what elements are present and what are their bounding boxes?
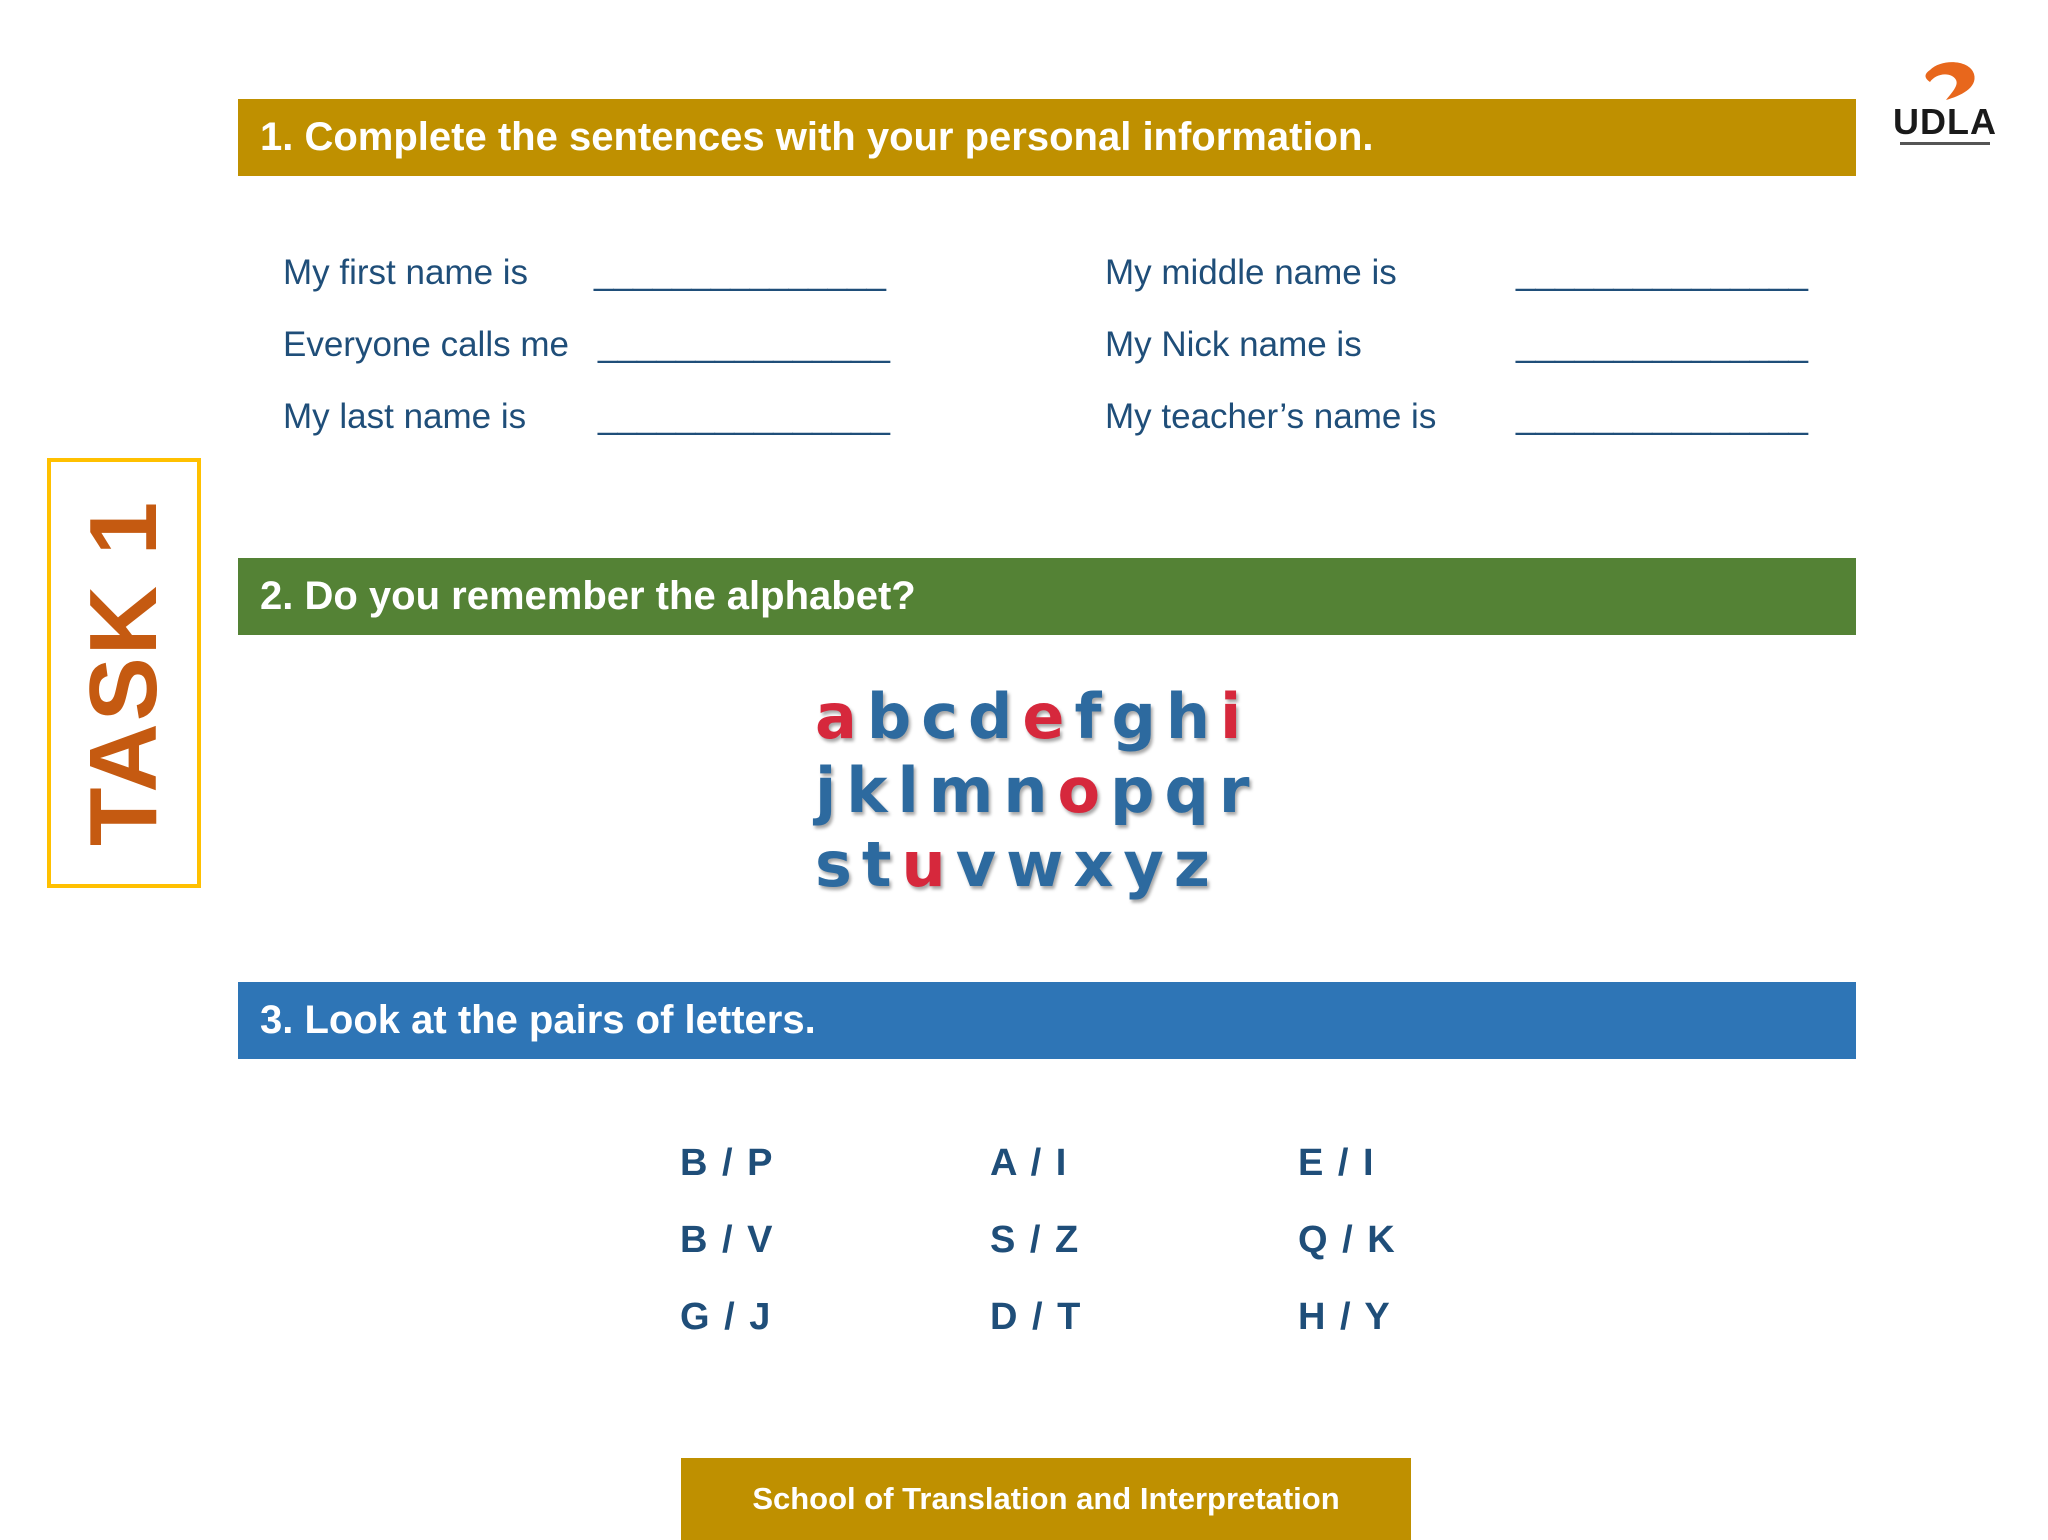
- udla-logo: [1890, 52, 2000, 162]
- section-1-title: 1. Complete the sentences with your personal information.: [260, 115, 1374, 159]
- logo-text: UDLA: [1893, 101, 1997, 142]
- letter-pair: B / V: [680, 1219, 775, 1261]
- last-name-prompt: My last name is: [283, 397, 527, 436]
- letter-q: q: [1164, 754, 1209, 827]
- alphabet-image: [815, 680, 1250, 902]
- section-2-title: 2. Do you remember the alphabet?: [260, 574, 916, 618]
- letter-u: u: [901, 828, 946, 901]
- alphabet-row-2: [815, 754, 1250, 828]
- letter-d: d: [968, 680, 1013, 753]
- letter-t: t: [861, 828, 892, 901]
- teacher-name-prompt: My teacher’s name is: [1105, 397, 1437, 436]
- letter-pair: Q / K: [1298, 1219, 1397, 1261]
- letter-z: z: [1173, 828, 1210, 901]
- letter-pair: B / P: [680, 1142, 775, 1184]
- middle-name-prompt: My middle name is: [1105, 253, 1397, 292]
- letter-v: v: [955, 828, 997, 901]
- footer-banner: [681, 1458, 1411, 1540]
- task-label-box: [47, 458, 201, 888]
- section-3-header: [238, 982, 1856, 1059]
- letter-m: m: [928, 754, 994, 827]
- letter-pair: S / Z: [990, 1219, 1081, 1261]
- letter-i: i: [1219, 680, 1242, 753]
- alphabet-row-3: [815, 828, 1235, 902]
- letter-pair: D / T: [990, 1296, 1083, 1338]
- letter-n: n: [1003, 754, 1048, 827]
- nick-name-blank: _______________: [1516, 325, 1808, 364]
- task-label: TASK 1: [70, 499, 177, 847]
- letter-pair: H / Y: [1298, 1296, 1392, 1338]
- first-name-prompt: My first name is: [283, 253, 529, 292]
- letter-h: h: [1165, 680, 1210, 753]
- letter-pair: E / I: [1298, 1142, 1376, 1184]
- letter-s: s: [815, 828, 852, 901]
- letter-p: p: [1110, 754, 1155, 827]
- letter-g: g: [1111, 680, 1156, 753]
- letter-f: f: [1074, 680, 1102, 753]
- nick-name-prompt: My Nick name is: [1105, 325, 1362, 364]
- letter-a: a: [815, 680, 857, 753]
- letter-o: o: [1057, 754, 1101, 827]
- letter-k: k: [846, 754, 888, 827]
- teacher-name-blank: _______________: [1516, 397, 1808, 436]
- section-1-header: [238, 99, 1856, 176]
- middle-name-blank: _______________: [1516, 253, 1808, 292]
- letter-b: b: [866, 680, 912, 753]
- letter-r: r: [1218, 754, 1250, 827]
- letter-pair: A / I: [990, 1142, 1069, 1184]
- letter-pair: G / J: [680, 1296, 773, 1338]
- section-2-header: [238, 558, 1856, 635]
- letter-c: c: [921, 680, 958, 753]
- nickname-prompt: Everyone calls me: [283, 325, 569, 364]
- letter-l: l: [897, 754, 919, 827]
- letter-w: w: [1006, 828, 1064, 901]
- section-3-title: 3. Look at the pairs of letters.: [260, 998, 816, 1042]
- letter-e: e: [1022, 680, 1065, 753]
- everyone-calls-blank: _______________: [598, 325, 890, 364]
- alphabet-row-1: [815, 680, 1242, 754]
- letter-y: y: [1123, 828, 1164, 901]
- first-name-blank: _______________: [594, 253, 886, 292]
- letter-x: x: [1073, 828, 1114, 901]
- letter-j: j: [815, 754, 837, 827]
- last-name-blank: _______________: [598, 397, 890, 436]
- footer-text: School of Translation and Interpretation: [752, 1481, 1340, 1516]
